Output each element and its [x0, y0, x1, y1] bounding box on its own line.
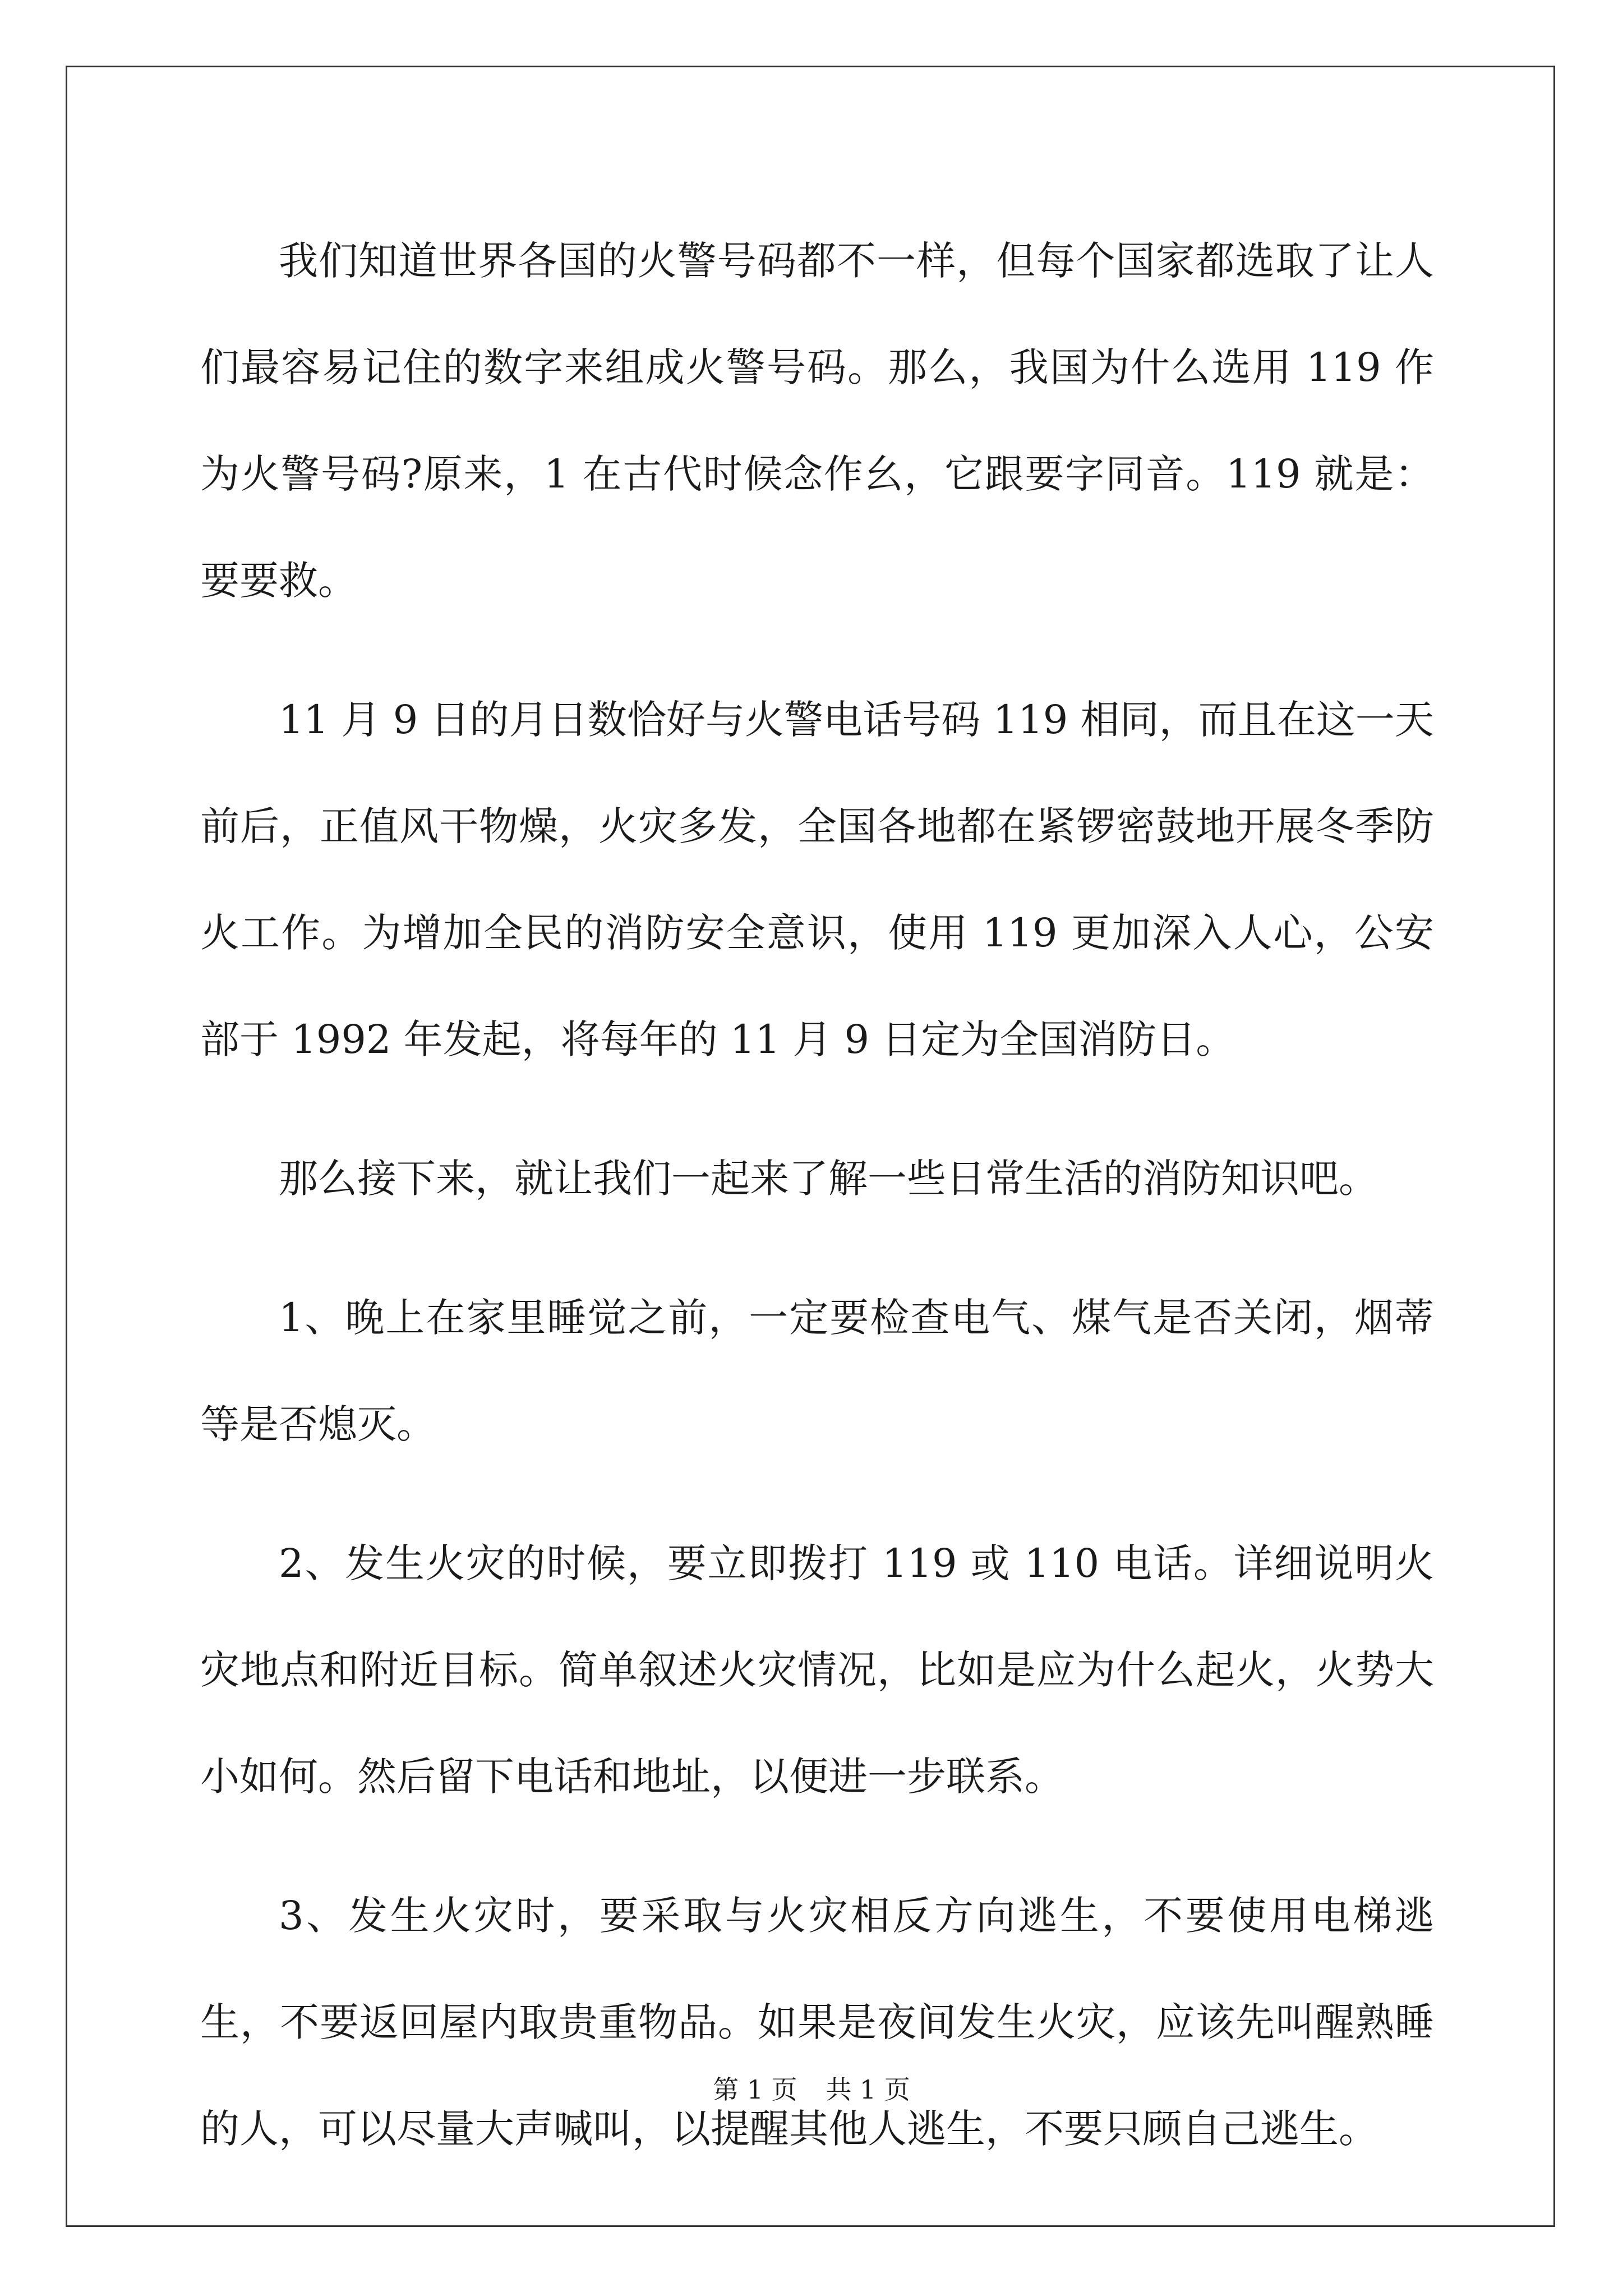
paragraph-tip-1: 1、晚上在家里睡觉之前，一定要检查电气、煤气是否关闭，烟蒂等是否熄灭。 — [200, 1295, 1434, 1447]
paragraph-fire-day: 11 月 9 日的月日数恰好与火警电话号码 119 相同，而且在这一天前后，正值风干物燥，火灾多发，全国各地都在紧锣密鼓地开展冬季防火工作。为增加全民的消防安全意识，使用 119 更加深入人心，公安部于 1992 年发起，将每年的 11 月 9 日定为全国消防日。 — [200, 697, 1434, 1062]
page-number: 第 1 页 — [713, 2074, 797, 2105]
paragraph-tip-3: 3、发生火灾时，要采取与火灾相反方向逃生，不要使用电梯逃生，不要返回屋内取贵重物品。如果是夜间发生火灾，应该先叫醒熟睡的人，可以尽量大声喊叫，以提醒其他人逃生，不要只顾自己逃生。 — [200, 1893, 1434, 2152]
paragraph-intro: 我们知道世界各国的火警号码都不一样，但每个国家都选取了让人们最容易记住的数字来组成火警号码。那么，我国为什么选用 119 作为火警号码?原来，1 在古代时候念作幺，它跟要字同音。119 就是：要要救。 — [200, 238, 1434, 604]
paragraph-tip-2: 2、发生火灾的时候，要立即拨打 119 或 110 电话。详细说明火灾地点和附近目标。简单叙述火灾情况，比如是应为什么起火，火势大小如何。然后留下电话和地址，以便进一步联系。 — [200, 1540, 1434, 1800]
page-footer — [0, 2073, 1623, 2106]
page-total: 共 1 页 — [826, 2074, 910, 2105]
document-body — [200, 208, 1434, 2215]
paragraph-transition: 那么接下来，就让我们一起来了解一些日常生活的消防知识吧。 — [279, 1156, 1378, 1202]
